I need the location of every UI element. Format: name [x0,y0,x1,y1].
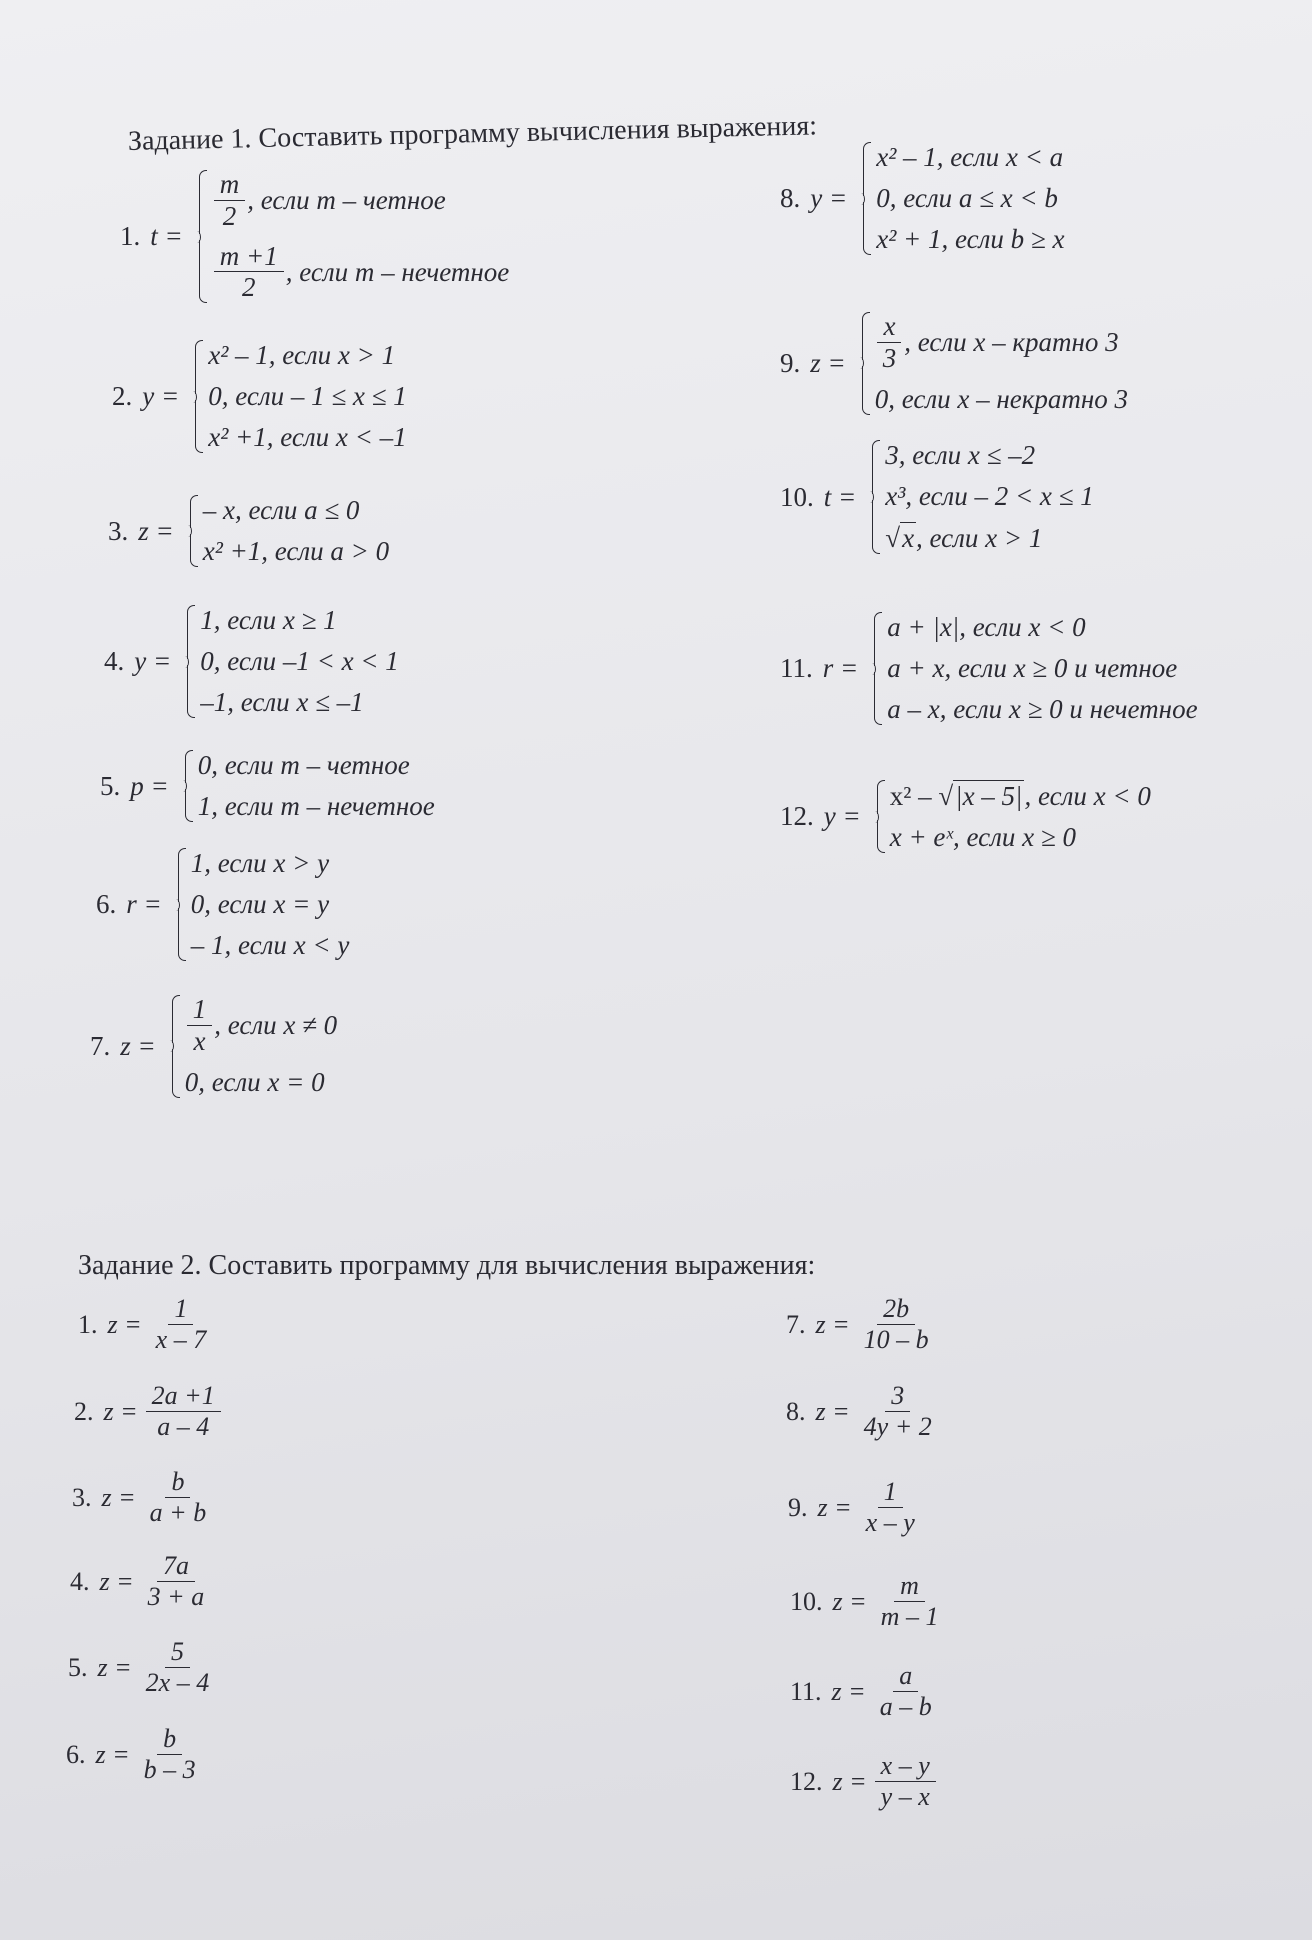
case-row [885,440,1094,471]
case-text: a + x, если x ≥ 0 и четное [887,653,1178,683]
case-text: 0, если – 1 ≤ x ≤ 1 [208,381,407,411]
cases-list [885,440,1094,554]
case-text: 0, если x = y [190,889,330,919]
problem-lhs: y = [142,381,180,411]
curly-brace [189,340,202,453]
case-row [198,750,435,781]
fraction-numerator: 1 [187,995,213,1026]
task2-title: Задание 2. Составить программу для вычисления выражения: [78,1250,816,1281]
problem-number: 12. [780,801,814,831]
problem-number: 6. [96,889,117,919]
problem-number: 8. [780,183,801,213]
radical-prefix: √ [885,522,901,553]
case-row [890,822,1151,853]
cases-list [200,605,399,718]
cases-list [876,142,1064,255]
problem-lhs: t = [150,221,183,252]
fraction-denominator: 2 [222,200,237,231]
problem-lhs: z = [99,1566,134,1596]
problem-number: 7. [90,1030,111,1061]
problem-number: 9. [780,347,801,378]
case-row [212,242,510,304]
task2-problem-1 [78,1295,214,1354]
fraction-numerator: x – y [875,1752,936,1782]
case-row [887,653,1197,684]
task1-problem-7 [90,995,337,1098]
case-text: x² – 1, если x < a [876,142,1064,172]
problem-number: 3. [108,515,129,546]
case-text: x² + 1, если b ≥ x [876,224,1065,254]
fraction-denominator: a + b [149,1497,207,1527]
problem-number: 12. [790,1766,823,1796]
fraction [860,1478,921,1537]
task2-problem-2 [74,1382,223,1441]
case-text: , если x < 0 [1024,780,1151,811]
problem-lhs: y = [810,183,848,213]
fraction [146,1382,221,1441]
case-text: – 1, если x < y [190,930,350,960]
task1-problem-8 [780,142,1064,255]
fraction [138,1725,202,1784]
curly-brace [866,440,879,554]
curly-brace [868,612,881,725]
fraction [858,1295,935,1354]
fraction [214,242,284,304]
problem-lhs: z = [97,1652,132,1682]
task1-problem-2 [112,340,407,453]
task2-problem-12 [790,1752,938,1811]
problem-number: 7. [786,1309,806,1339]
task1-problem-9 [780,312,1128,415]
case-row [198,791,435,822]
problem-number: 9. [788,1492,808,1522]
fraction-denominator: a – 4 [157,1411,210,1441]
problem-number: 1. [78,1309,98,1339]
fraction [150,1295,213,1354]
fraction-numerator: 1 [878,1478,903,1508]
problem-number: 4. [70,1566,90,1596]
case-row [890,780,1151,812]
case-text: , если m – четное [247,185,446,216]
fraction-numerator: 1 [168,1295,193,1325]
problem-lhs: y = [134,646,172,676]
task2-problem-10 [790,1572,946,1631]
fraction-denominator: 2x – 4 [145,1667,210,1697]
fraction-denominator: 10 – b [863,1324,929,1354]
fraction-denominator: 3 + a [147,1581,205,1611]
cases-list [198,750,435,822]
radicand: x [902,523,915,553]
case-text: x³, если – 2 < x ≤ 1 [885,481,1094,511]
problem-lhs: z = [103,1396,138,1426]
problem-lhs: z = [120,1030,156,1061]
case-text: a – x, если x ≥ 0 и нечетное [887,694,1198,724]
case-row [185,995,337,1057]
case-row [212,170,510,232]
curly-brace [856,312,869,415]
task2-problem-9 [788,1478,923,1537]
problem-number: 11. [780,653,813,683]
task2-problem-5 [68,1638,217,1697]
case-row [876,224,1064,255]
problem-lhs: z = [832,1586,867,1616]
task1-problem-10 [780,440,1094,554]
case-text: – x, если a ≤ 0 [202,495,360,525]
case-row [200,687,399,718]
problem-number: 5. [68,1652,88,1682]
problem-lhs: z = [101,1482,136,1512]
curly-brace [857,142,870,255]
cases-list [890,780,1151,853]
task2-problem-7 [786,1295,937,1354]
case-row [203,536,389,567]
fraction-numerator: 2b [877,1295,915,1325]
fraction-numerator: 2a +1 [146,1382,221,1412]
case-row [875,384,1128,415]
problem-lhs: p = [130,770,169,801]
task2-problem-4 [70,1552,212,1611]
problem-number: 1. [120,221,141,252]
fraction-denominator: 4y + 2 [863,1411,932,1441]
fraction-numerator: a [893,1662,918,1692]
cases-list [203,495,389,567]
fraction [144,1468,213,1527]
fraction-denominator: y – x [880,1781,930,1811]
task2-problem-6 [66,1725,204,1784]
case-row [203,495,389,526]
task1-problem-5 [100,750,435,822]
case-text: 0, если –1 < x < 1 [200,646,399,676]
fraction [214,170,246,232]
radical-prefix: x² – √ [889,780,954,811]
problem-number: 3. [72,1482,92,1512]
case-row [191,930,350,961]
fraction-denominator: 3 [882,342,897,373]
problem-lhs: z = [815,1396,850,1426]
fraction-denominator: x – y [865,1507,915,1537]
case-row [887,612,1197,643]
fraction-numerator: b [165,1468,190,1498]
problem-number: 10. [790,1586,823,1616]
problem-number: 5. [100,770,121,801]
fraction-numerator: m [214,170,246,201]
case-text: , если x – кратно 3 [904,327,1119,358]
curly-brace [193,170,206,303]
case-text: 3, если x ≤ –2 [885,440,1036,470]
case-text: 1, если x > y [190,848,330,878]
fraction [140,1638,216,1697]
fraction-denominator: m – 1 [880,1601,939,1631]
problem-lhs: r = [822,653,859,683]
case-row [208,422,407,453]
curly-brace [871,780,884,853]
fraction [858,1382,938,1441]
case-text: x² +1, если a > 0 [202,536,390,566]
task2-problem-8 [786,1382,940,1441]
case-row [876,183,1064,214]
problem-lhs: z = [817,1492,852,1522]
fraction-denominator: b – 3 [143,1754,196,1784]
problem-lhs: z = [831,1676,866,1706]
problem-number: 11. [790,1676,822,1706]
task1-problem-4 [104,605,399,718]
case-row [885,522,1094,554]
fraction-numerator: 7a [157,1552,195,1582]
fraction-numerator: x [877,312,901,343]
case-row [191,848,350,879]
fraction [875,1572,945,1631]
curly-brace [172,848,185,961]
cases-list [887,612,1197,725]
problem-lhs: z = [832,1766,867,1796]
case-row [876,142,1064,173]
task1-problem-11 [780,612,1198,725]
case-row [185,1067,337,1098]
task1-problem-3 [108,495,389,567]
curly-brace [181,605,194,718]
problem-number: 10. [780,481,814,512]
case-text: x + eˣ, если x ≥ 0 [889,822,1076,852]
cases-list [185,995,337,1098]
fraction-denominator: x [193,1025,206,1056]
fraction-numerator: m +1 [214,242,284,273]
fraction [874,1662,938,1721]
fraction-denominator: a – b [879,1691,932,1721]
case-text: x² – 1, если x > 1 [208,340,396,370]
problem-lhs: t = [823,481,857,512]
problem-lhs: y = [823,801,861,831]
case-text: 0, если x = 0 [184,1066,325,1097]
problem-number: 2. [74,1396,94,1426]
case-text: 1, если x ≥ 1 [200,605,337,635]
case-row [191,889,350,920]
case-text: 1, если m – нечетное [197,791,435,821]
fraction-denominator: 2 [241,272,256,303]
task1-problem-12 [780,780,1151,853]
fraction [187,995,213,1057]
case-text: , если x ≠ 0 [214,1010,338,1041]
cases-list [875,312,1128,415]
problem-lhs: z = [95,1739,130,1769]
case-row [200,605,399,636]
fraction-numerator: 3 [885,1382,910,1412]
case-text: , если m – нечетное [285,257,510,288]
case-text: x² +1, если x < –1 [208,422,407,452]
task1-problem-1 [120,170,509,303]
problem-lhs: z = [107,1309,142,1339]
problem-number: 4. [104,646,125,676]
case-text: 0, если m – четное [197,750,410,780]
task2-problem-11 [790,1662,940,1721]
problem-lhs: r = [126,889,162,919]
cases-list [212,170,510,303]
case-row [208,381,407,412]
curly-brace [184,495,197,567]
problem-number: 6. [66,1739,86,1769]
case-row [208,340,407,371]
case-text: –1, если x ≤ –1 [200,687,364,717]
fraction [875,1752,936,1811]
case-text: a + |x|, если x < 0 [887,612,1086,642]
fraction [877,312,903,374]
fraction-denominator: x – 7 [155,1324,207,1354]
cases-list [191,848,350,961]
case-row [887,694,1197,725]
fraction-numerator: m [894,1572,925,1602]
problem-lhs: z = [815,1309,850,1339]
curly-brace [166,995,179,1098]
cases-list [208,340,407,453]
fraction-numerator: 5 [165,1638,190,1668]
case-text: 0, если x – некратно 3 [874,383,1129,414]
curly-brace [179,750,192,822]
task1-problem-6 [96,848,349,961]
fraction [142,1552,211,1611]
case-row [885,481,1094,512]
fraction-numerator: b [157,1725,182,1755]
case-row [200,646,399,677]
problem-lhs: z = [810,347,846,378]
case-text: , если x > 1 [916,522,1043,553]
task1-title: Задание 1. Составить программу вычисления выражения: [127,110,818,157]
problem-number: 2. [112,381,133,411]
radicand: |x – 5| [955,781,1023,811]
case-row [875,312,1128,374]
problem-lhs: z = [138,515,174,546]
case-text: 0, если a ≤ x < b [876,183,1058,213]
task2-problem-3 [72,1468,214,1527]
problem-number: 8. [786,1396,806,1426]
